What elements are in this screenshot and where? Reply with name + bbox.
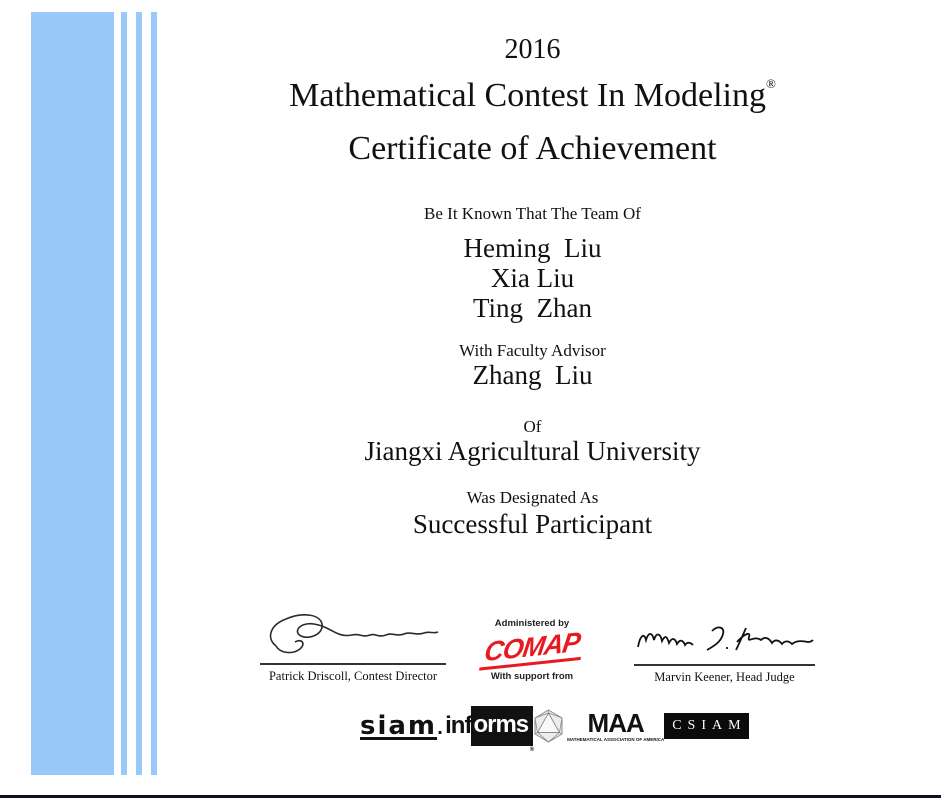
advisor-name: Zhang Liu: [472, 360, 593, 390]
contest-year: 2016: [504, 34, 561, 65]
team-members-list: [125, 233, 940, 323]
siam-logo: [360, 713, 445, 739]
administration-block: [466, 618, 598, 682]
administered-by-label: Administered by: [494, 618, 570, 629]
team-member-name: Xia Liu: [490, 263, 575, 293]
designation-intro-label: Was Designated As: [466, 488, 599, 507]
team-intro-label: Be It Known That The Team Of: [424, 204, 641, 223]
informs-logo-prefix: inf: [445, 712, 472, 739]
csiam-logo: CSIAM: [664, 713, 748, 739]
siam-logo-period: .: [437, 719, 446, 738]
sponsor-logos-row: [360, 702, 747, 753]
contest-title-text: Mathematical Contest In Modeling: [289, 77, 766, 114]
maa-tagline: MATHEMATICAL ASSOCIATION OF AMERICA: [567, 737, 665, 742]
comap-logo: COMAP: [479, 628, 584, 670]
of-label: Of: [523, 417, 542, 436]
siam-logo-text: siam: [360, 711, 438, 741]
informs-logo: [445, 706, 535, 753]
team-member-name: Ting Zhan: [472, 293, 593, 323]
blue-bar-thin-2: [136, 12, 142, 775]
signature-block-right: [632, 606, 817, 685]
team-member-name: Heming Liu: [463, 233, 602, 263]
maa-logo: [533, 709, 664, 743]
advisor-intro-label: With Faculty Advisor: [459, 341, 606, 360]
registered-mark: ®: [765, 76, 776, 91]
informs-logo-boxed: [471, 706, 535, 753]
blue-bar-thin-3: [151, 12, 157, 775]
maa-icosahedron-icon: [533, 709, 564, 743]
signature-label-left: Patrick Driscoll, Contest Director: [268, 669, 438, 683]
institution-name: Jiangxi Agricultural University: [364, 436, 701, 466]
signature-line-right: [634, 664, 815, 666]
blue-bar-wide: [31, 12, 114, 775]
informs-logo-boxed-text: orms: [473, 711, 529, 738]
designation-text: Successful Participant: [412, 509, 653, 539]
certificate-subtitle: Certificate of Achievement: [348, 130, 717, 167]
maa-logo-label: MAA: [587, 708, 644, 738]
keener-signature-scribble: [634, 606, 815, 659]
informs-registered-mark: ®: [529, 747, 535, 753]
support-from-label: With support from: [490, 671, 574, 682]
blue-bar-thin-1: [121, 12, 127, 775]
signature-line-left: [260, 663, 446, 665]
driscoll-signature-scribble: [260, 602, 446, 658]
signature-label-right: Marvin Keener, Head Judge: [654, 670, 795, 684]
bottom-rule: [0, 795, 941, 798]
signature-block-left: [258, 602, 448, 684]
maa-logo-text: [567, 710, 664, 742]
contest-title: [125, 76, 940, 115]
